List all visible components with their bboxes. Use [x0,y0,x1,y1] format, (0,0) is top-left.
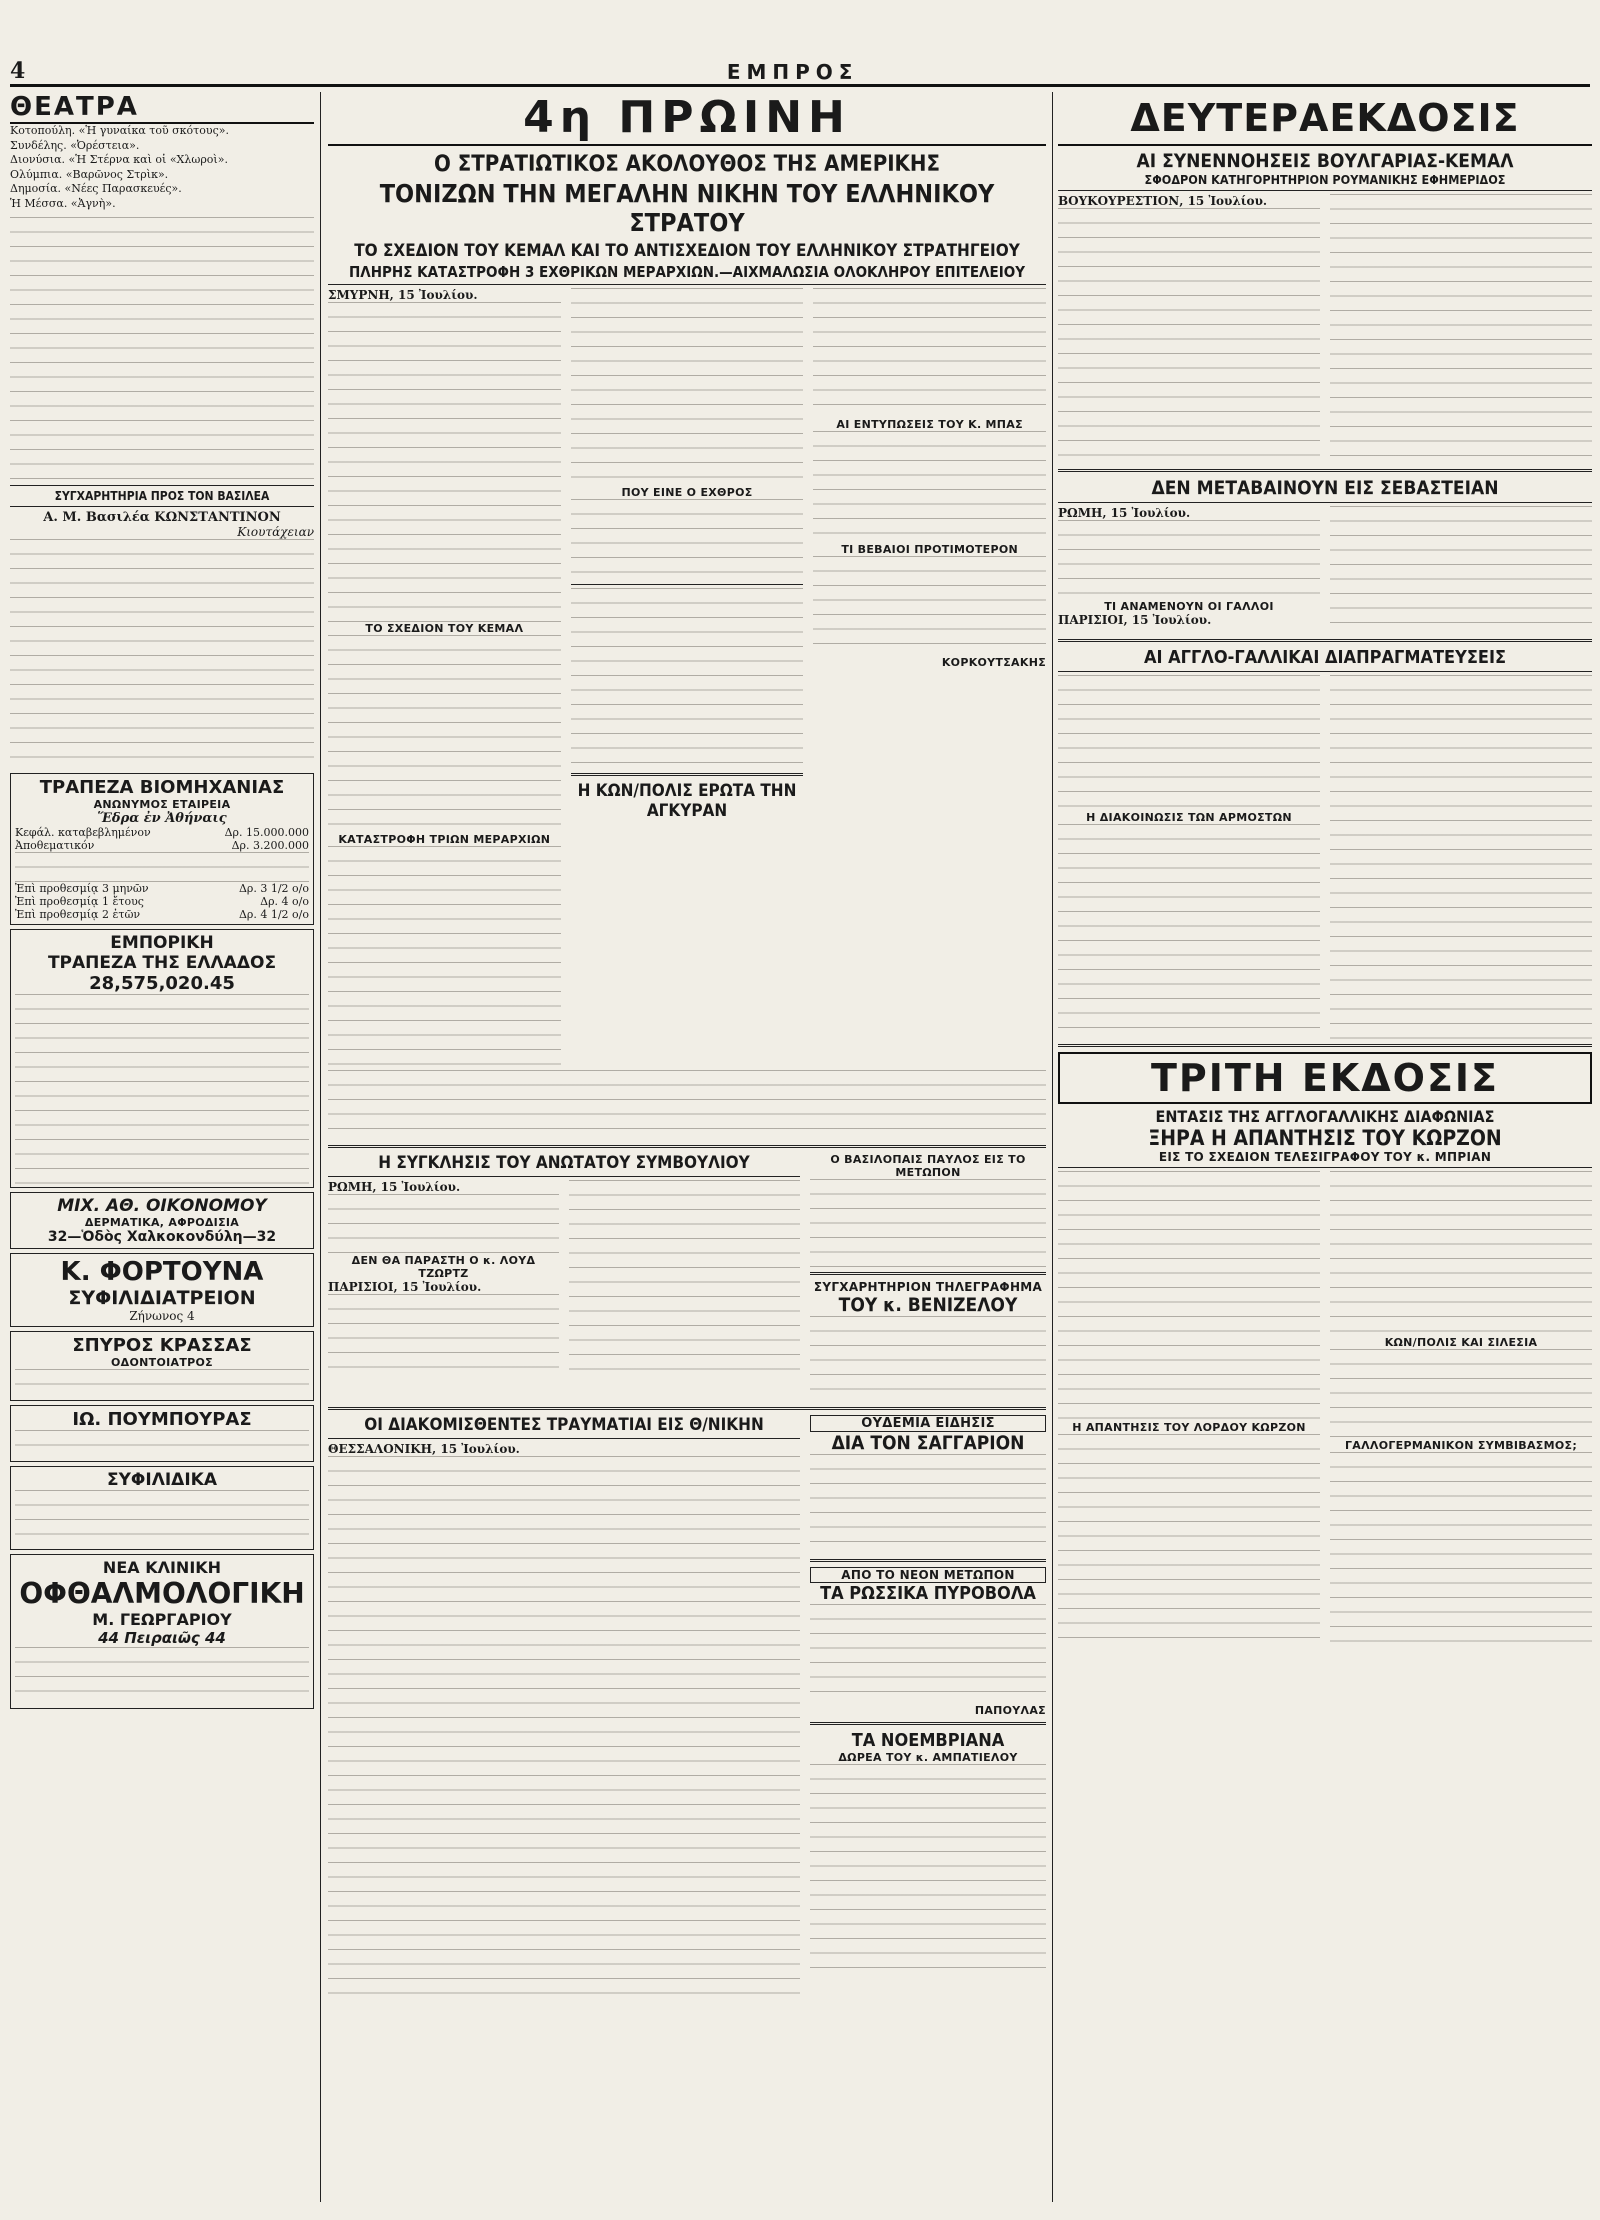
r-headline-1: ΑΙ ΣΥΝΕΝΝΟΗΣΕΙΣ ΒΟΥΛΓΑΡΙΑΣ-ΚΕΜΑΛ [1136,150,1514,172]
bank2-capital: 28,575,020.45 [89,973,235,994]
news1-sub: ΔΙΑ ΤΟΝ ΣΑΓΓΑΡΙΟΝ [831,1432,1025,1454]
headline-6: Η ΣΥΓΚΛΗΣΙΣ ΤΟΥ ΑΝΩΤΑΤΟΥ ΣΥΜΒΟΥΛΙΟΥ [378,1153,750,1173]
masthead: ΕΜΠΡΟΣ [726,60,859,84]
headline-7: ΟΙ ΔΙΑΚΟΜΙΣΘΕΝΤΕΣ ΤΡΑΥΜΑΤΙΑΙ ΕΙΣ Θ/ΝΙΚΗΝ [364,1415,764,1435]
ad-klinikh: ΝΕΑ ΚΛΙΝΙΚΗ ΟΦΘΑΛΜΟΛΟΓΙΚΗ Μ. ΓΕΩΡΓΑΡΙΟΥ 44 Πειραιῶς 44 [10,1554,314,1709]
theatra-title: ΘΕΑΤΡΑ [10,92,314,124]
news2-title: ΑΠΟ ΤΟ ΝΕΟΝ ΜΕΤΩΠΟΝ [810,1567,1046,1583]
bank1-row: Ἀποθεματικόν Δρ. 3.200.000 [15,839,309,852]
page-number: 4 [10,58,26,84]
r-headline-6: ΞΗΡΑ Η ΑΠΑΝΤΗΣΙΣ ΤΟΥ ΚΩΡΖΟΝ [1148,1126,1502,1150]
theatra-item: Δημοσία. «Νέες Παρασκευές». [10,182,182,195]
theatra-item: Ολύμπια. «Βαρῶνος Στρὶκ». [10,167,169,181]
theatra-item: Κοτοπούλη. «Ἡ γυναίκα τοῦ σκότους». [10,124,229,137]
headline-5: Η ΚΩΝ/ΠΟΛΙΣ ΕΡΩΤΑ ΤΗΝ ΑΓΚΥΡΑΝ [577,781,797,821]
subhead: ΚΑΤΑΣΤΡΟΦΗ ΤΡΙΩΝ ΜΕΡΑΡΧΙΩΝ [338,833,551,846]
sympatheia-place: Κιουτάχειαν [237,525,314,539]
r-headline-5: ΕΝΤΑΣΙΣ ΤΗΣ ΑΓΓΛΟΓΑΛΛΙΚΗΣ ΔΙΑΦΩΝΙΑΣ [1155,1107,1495,1126]
ad-poumpouras: ΙΩ. ΠΟΥΜΠΟΥΡΑΣ [10,1405,314,1462]
bank2-name: ΤΡΑΠΕΖΑ ΤΗΣ ΕΛΛΑΔΟΣ [47,953,277,973]
subhead: ΔΕΝ ΘΑ ΠΑΡΑΣΤΗ Ο κ. ΛΟΥΔ ΤΖΩΡΤΖ [351,1254,536,1280]
bank1-seat: Ἕδρα ἐν Ἀθήναις [97,811,227,826]
news1-title: ΟΥΔΕΜΙΑ ΕΙΔΗΣΙΣ [810,1415,1046,1432]
telegram-to: ΤΟΥ κ. ΒΕΝΙΖΕΛΟΥ [838,1294,1018,1316]
main-story [328,288,1046,1066]
headline-1: Ο ΣΤΡΑΤΙΩΤΙΚΟΣ ΑΚΟΛΟΥΘΟΣ ΤΗΣ ΑΜΕΡΙΚΗΣ [434,152,940,177]
council-story: Η ΣΥΓΚΛΗΣΙΣ ΤΟΥ ΑΝΩΤΑΤΟΥ ΣΥΜΒΟΥΛΙΟΥ ΡΩΜΗ, 15 Ἰουλίου. ΔΕΝ ΘΑ ΠΑΡΑΣΤΗ Ο κ. ΛΟΥΔ ΤΖΩΡΤΖ ΠΑΡΙΣΙΟΙ, 15 Ἰουλίου. Ο ΒΑΣΙΛΟΠΑΙΣ ΠΑΥΛΟΣ ΕΙΣ ΤΟ ΜΕΤΩΠΟΝ ΣΥΓΧΑΡΗΤΗΡΙΟΝ ΤΗΛΕΓΡΑΦΗΜΑ ΤΟΥ κ. ΒΕΝΙΖΕΛΟΥ [328,1153,1046,1402]
bank1-ad [10,773,314,925]
bank1-row: Ἐπὶ προθεσμίᾳ 1 ἔτους Δρ. 4 ο/ο [15,895,309,908]
r-headline-4: ΑΙ ΑΓΓΛΟ-ΓΑΛΛΙΚΑΙ ΔΙΑΠΡΑΓΜΑΤΕΥΣΕΙΣ [1143,647,1507,668]
headline-3: ΤΟ ΣΧΕΔΙΟΝ ΤΟΥ ΚΕΜΑΛ ΚΑΙ ΤΟ ΑΝΤΙΣΧΕΔΙΟΝ ΤΟΥ ΕΛΛΗΝΙΚΟΥ ΣΤΡΑΤΗΓΕΙΟΥ [354,241,1020,261]
theatra-item: Συνδέλης. «Ὀρέστεια». [10,138,140,152]
bank1-row: Ἐπὶ προθεσμίᾳ 3 μηνῶν Δρ. 3 1/2 ο/ο [15,882,309,895]
subhead: ΤΟ ΣΧΕΔΙΟΝ ΤΟΥ ΚΕΜΑΛ [365,622,524,635]
telegram-title: ΣΥΓΧΑΡΗΤΗΡΙΟΝ ΤΗΛΕΓΡΑΦΗΜΑ [813,1280,1043,1294]
dateline: ΣΜΥΡΝΗ, 15 Ἰουλίου. [328,288,478,302]
subhead: ΤΙ ΒΕΒΑΙΟΙ ΠΡΟΤΙΜΟΤΕΡΟΝ [841,543,1018,556]
ad-fortouna: Κ. ΦΟΡΤΟΥΝΑ ΣΥΦΙΛΙΔΙΑΤΡΕΙΟΝ Ζήνωνος 4 [10,1253,314,1327]
text-block [10,217,314,482]
theatra-item: Ἡ Μέσσα. «Ἀγνὴ». [10,196,116,210]
news2-sub: ΤΑ ΡΩΣΣΙΚΑ ΠΥΡΟΒΟΛΑ [820,1583,1036,1604]
edition-2: ΔΕΥΤΕΡΑΕΚΔΟΣΙΣ [1058,92,1592,146]
theatra-item: Διονύσια. «Ἡ Στέρνα καὶ οἱ «Χλωροὶ». [10,153,228,166]
news3-title: ΤΑ ΝΟΕΜΒΡΙΑΝΑ [851,1730,1005,1751]
bank2-title: ΕΜΠΟΡΙΚΗ [110,933,214,953]
sympatheia-title: ΣΥΓΧΑΡΗΤΗΡΙΑ ΠΡΟΣ ΤΟΝ ΒΑΣΙΛΕΑ [54,489,270,503]
sympatheia-name: Α. Μ. Βασιλέα ΚΩΝΣΤΑΝΤΙΝΟΝ [43,510,281,525]
r-headline-2: ΣΦΟΔΡΟΝ ΚΑΤΗΓΟΡΗΤΗΡΙΟΝ ΡΟΥΜΑΝΙΚΗΣ ΕΦΗΜΕΡΙΔΟΣ [1144,172,1506,187]
edition-title: 4η ΠΡΩΙΝΗ [328,92,1046,146]
signature: ΚΟΡΚΟΥΤΣΑΚΗΣ [941,656,1047,669]
ad-syfilidika: ΣΥΦΙΛΙΔΙΚΑ [10,1466,314,1550]
r-headline-3: ΔΕΝ ΜΕΤΑΒΑΙΝΟΥΝ ΕΙΣ ΣΕΒΑΣΤΕΙΑΝ [1151,477,1499,499]
lower-middle: ΟΙ ΔΙΑΚΟΜΙΣΘΕΝΤΕΣ ΤΡΑΥΜΑΤΙΑΙ ΕΙΣ Θ/ΝΙΚΗΝ ΘΕΣΣΑΛΟΝΙΚΗ, 15 Ἰουλίου. ΟΥΔΕΜΙΑ ΕΙΔΗΣΙΣ ΔΙΑ ΤΟΝ ΣΑΓΓΑΡΙΟΝ ΑΠΟ ΤΟ ΝΕΟΝ ΜΕΤΩΠΟΝ ΤΑ ΡΩΣΣΙΚΑ ΠΥΡΟΒΟΛΑ ΠΑΠΟΥΛΑΣ ΤΑ ΝΟΕΜΒΡΙΑΝΑ ΔΩΡΕΑ ΤΟΥ κ. ΑΜΠΑΤΙΕΛΟΥ [328,1415,1046,1996]
signature: ΠΑΠΟΥΛΑΣ [974,1704,1046,1717]
column-rule-1 [320,92,321,2202]
bank1-sub: ΑΝΩΝΥΜΟΣ ΕΤΑΙΡΕΙΑ [93,798,231,811]
middle-column [328,92,1046,1996]
bank2-ad [10,929,314,1188]
ad-oikonomou: ΜΙΧ. ΑΘ. ΟΙΚΟΝΟΜΟΥ ΔΕΡΜΑΤΙΚΑ, ΑΦΡΟΔΙΣΙΑ 32—Ὁδὸς Χαλκοκονδύλη—32 [10,1192,314,1249]
bank1-row: Ἐπὶ προθεσμίᾳ 2 ἐτῶν Δρ. 4 1/2 ο/ο [15,908,309,921]
text-block [10,539,314,769]
page-header [10,60,1590,87]
bank1-row: Κεφάλ. καταβεβλημένον Δρ. 15.000.000 [15,826,309,839]
subhead: ΑΙ ΕΝΤΥΠΩΣΕΙΣ ΤΟΥ Κ. ΜΠΑΣ [836,418,1023,431]
news3-sub: ΔΩΡΕΑ ΤΟΥ κ. ΑΜΠΑΤΙΕΛΟΥ [838,1751,1018,1764]
edition-3: ΤΡΙΤΗ ΕΚΔΟΣΙΣ [1058,1052,1592,1104]
r-headline-6-sub: ΕΙΣ ΤΟ ΣΧΕΔΙΟΝ ΤΕΛΕΣΙΓΡΑΦΟΥ ΤΟΥ κ. ΜΠΡΙΑΝ [1158,1150,1492,1164]
headline-4: ΠΛΗΡΗΣ ΚΑΤΑΣΤΡΟΦΗ 3 ΕΧΘΡΙΚΩΝ ΜΕΡΑΡΧΙΩΝ.—ΑΙΧΜΑΛΩΣΙΑ ΟΛΟΚΛΗΡΟΥ ΕΠΙΤΕΛΕΙΟΥ [349,263,1025,281]
right-column: ΔΕΥΤΕΡΑΕΚΔΟΣΙΣ ΑΙ ΣΥΝΕΝΝΟΗΣΕΙΣ ΒΟΥΛΓΑΡΙΑΣ-ΚΕΜΑΛ ΣΦΟΔΡΟΝ ΚΑΤΗΓΟΡΗΤΗΡΙΟΝ ΡΟΥΜΑΝΙΚΗΣ ΕΦΗΜΕΡΙΔΟΣ ΒΟΥΚΟΥΡΕΣΤΙΟΝ, 15 Ἰουλίου. ΔΕΝ ΜΕΤΑΒΑΙΝΟΥΝ ΕΙΣ ΣΕΒΑΣΤΕΙΑΝ ΡΩΜΗ, 15 Ἰουλίου. ΤΙ ΑΝΑΜΕΝΟΥΝ ΟΙ ΓΑΛΛΟΙ ΠΑΡΙΣΙΟΙ, 15 Ἰουλίου. ΑΙ ΑΓΓΛΟ-ΓΑΛΛΙΚΑΙ ΔΙΑΠΡΑΓΜΑΤΕΥΣΕΙΣ Η ΔΙΑΚΟΙΝΩΣΙΣ ΤΩΝ ΑΡΜΟΣΤΩΝ ΤΡΙΤΗ ΕΚΔΟΣΙΣ ΕΝΤΑΣΙΣ ΤΗΣ ΑΓΓΛΟΓΑΛΛΙΚΗΣ ΔΙΑΦΩΝΙΑΣ ΞΗΡΑ Η ΑΠΑΝΤΗΣΙΣ ΤΟΥ ΚΩΡΖΟΝ ΕΙΣ ΤΟ ΣΧΕΔΙΟΝ ΤΕΛΕΣΙΓΡΑΦΟΥ ΤΟΥ κ. ΜΠΡΙΑΝ Η ΑΠΑΝΤΗΣΙΣ ΤΟΥ ΛΟΡΔΟΥ ΚΩΡΖΟΝ ΚΩΝ/ΠΟΛΙΣ ΚΑΙ ΣΙΛΕΣΙΑ ΓΑΛΛΟΓΕΡΜΑΝΙΚΟΝ ΣΥΜΒΙΒΑΣΜΟΣ; [1058,92,1592,1646]
headline-2: ΤΟΝΙΖΩΝ ΤΗΝ ΜΕΓΑΛΗΝ ΝΙΚΗΝ ΤΟΥ ΕΛΛΗΝΙΚΟΥ ΣΤΡΑΤΟΥ [379,179,995,237]
ad-krassas: ΣΠΥΡΟΣ ΚΡΑΣΣΑΣ ΟΔΟΝΤΟΙΑΤΡΟΣ [10,1331,314,1401]
subhead: ΠΟΥ ΕΙΝΕ Ο ΕΧΘΡΟΣ [621,486,753,499]
left-column [10,92,314,1713]
column-rule-2 [1052,92,1053,2202]
bank1-title: ΤΡΑΠΕΖΑ ΒΙΟΜΗΧΑΝΙΑΣ [39,777,285,798]
subhead: Ο ΒΑΣΙΛΟΠΑΙΣ ΠΑΥΛΟΣ ΕΙΣ ΤΟ ΜΕΤΩΠΟΝ [830,1153,1026,1179]
